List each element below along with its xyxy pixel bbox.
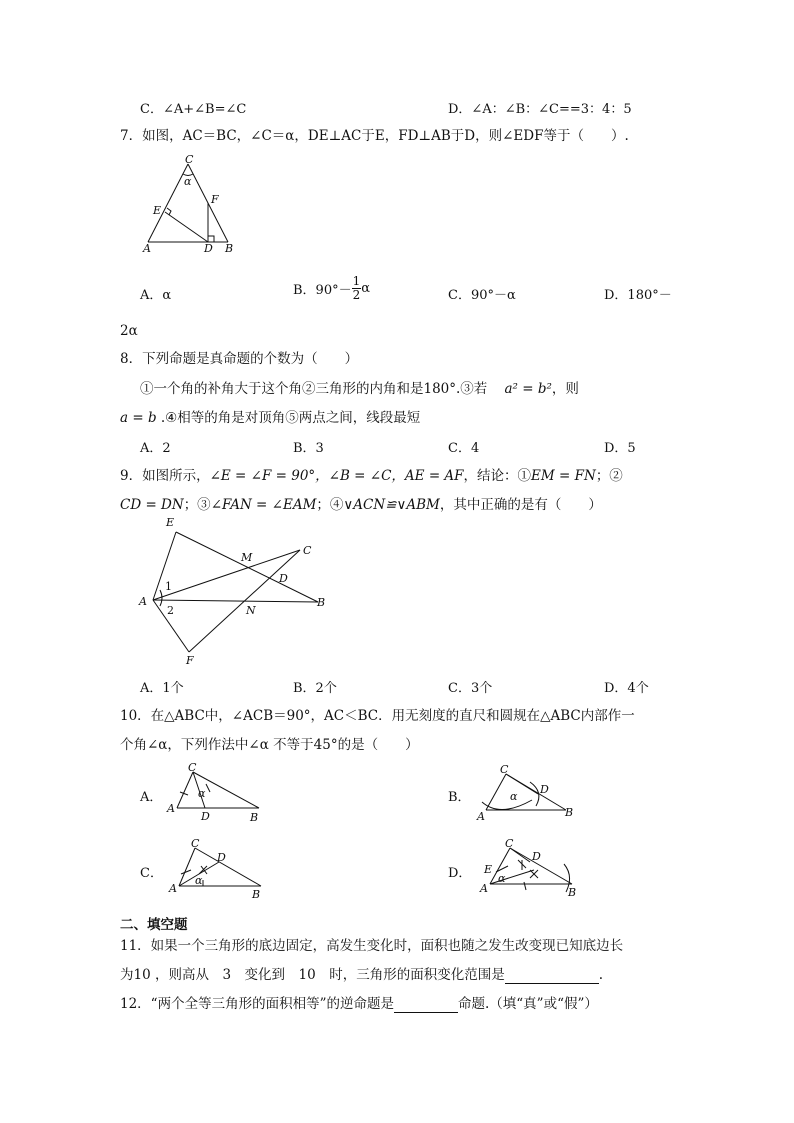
q10a-label-alpha: α <box>198 787 206 800</box>
q7-option-a: A．α <box>140 288 172 303</box>
q10a-label-a: A <box>167 802 175 815</box>
q8-option-a: A．2 <box>140 441 171 456</box>
q7-label-e: E <box>153 204 162 217</box>
q10d-label-alpha: α <box>498 872 506 885</box>
q7-label-a: A <box>143 242 151 255</box>
q9-option-b: B．2个 <box>293 681 337 696</box>
q10b-label-a: A <box>477 810 485 823</box>
q7-option-b: B．90°－ $\frac{1}{2}$ α <box>293 274 371 302</box>
q7-option-d-continued: 2α <box>120 323 138 339</box>
q7-label-f: F <box>211 193 219 206</box>
q9-label-e: E <box>166 516 175 529</box>
q9-option-d: D．4个 <box>604 681 649 696</box>
q11-answer-blank[interactable] <box>505 967 599 984</box>
q10d-label-d: D <box>532 850 541 863</box>
q8-line2: a = b .④相等的角是对顶角⑤两点之间，线段最短 <box>120 410 421 426</box>
q9-label-d: D <box>279 572 288 585</box>
q10d-label-c: C <box>505 837 514 850</box>
q9-option-c: C．3个 <box>448 681 493 696</box>
q9-label-2: 2 <box>167 604 174 617</box>
q10d-label-e: E <box>484 863 493 876</box>
q10b-label-b: B <box>565 806 574 819</box>
q11-line2: 为10 ，则高从 3 变化到 10 时，三角形的面积变化范围是 . <box>120 967 604 983</box>
q9-label-f: F <box>186 654 194 667</box>
q6-option-d: D．∠A：∠B：∠C==3：4：5 <box>448 102 632 117</box>
q10-figure-b <box>470 760 580 826</box>
q7-option-d: D．180°－ <box>604 288 672 303</box>
q10b-label-c: C <box>500 763 509 776</box>
q9-option-a: A．1个 <box>140 681 184 696</box>
q7-option-c: C．90°－α <box>448 288 516 303</box>
q8-option-c: C．4 <box>448 441 480 456</box>
q9-label-b: B <box>317 596 326 609</box>
section-title-fill-in: 二、填空题 <box>120 917 188 933</box>
q10-line2: 个角∠α，下列作法中∠α 不等于45°的是（ ） <box>120 737 419 753</box>
q9-label-c: C <box>303 544 312 557</box>
q7-label-b: B <box>225 242 234 255</box>
q7-figure <box>138 152 248 256</box>
q9-figure <box>132 514 342 672</box>
q10d-label-b: B <box>568 886 577 899</box>
q10d-label-a: A <box>480 882 488 895</box>
q11-line1: 11．如果一个三角形的底边固定，高发生变化时，面积也随之发生改变现已知底边长 <box>120 938 624 954</box>
q9-label-n: N <box>246 604 256 617</box>
q7-label-alpha: α <box>184 175 192 188</box>
q10c-label-alpha: α <box>195 874 203 887</box>
q7-label-d: D <box>204 242 213 255</box>
q9-label-m: M <box>241 551 253 564</box>
q10b-label-alpha: α <box>510 790 518 803</box>
q10a-label-d: D <box>201 810 210 823</box>
q10c-label-a: A <box>169 882 177 895</box>
q10-figure-a <box>163 760 273 826</box>
q10-option-a-label: A． <box>140 790 163 805</box>
q10c-label-b: B <box>252 888 261 901</box>
q9-label-a: A <box>139 595 147 608</box>
q10c-label-c: C <box>191 837 200 850</box>
q12-line: 12．“两个全等三角形的面积相等”的逆命题是 命题.（填“真”或“假”） <box>120 996 598 1012</box>
q12-answer-blank[interactable] <box>394 996 458 1013</box>
q8-option-b: B．3 <box>293 441 324 456</box>
q10-figure-d <box>474 834 594 902</box>
q7-label-c: C <box>185 153 194 166</box>
q10c-label-d: D <box>217 851 226 864</box>
q9-line2: CD = DN；③∠FAN = ∠EAM；④∨ACN≌∨ABM，其中正确的是有（ ） <box>120 497 602 513</box>
q6-option-c: C．∠A+∠B=∠C <box>140 102 247 117</box>
q10-option-b-label: B． <box>448 790 471 805</box>
q10-option-c-label: C． <box>140 866 163 881</box>
q9-label-1: 1 <box>165 580 172 593</box>
q8-option-d: D．5 <box>604 441 636 456</box>
q10a-label-b: B <box>250 811 259 824</box>
q10-figure-c <box>163 834 273 902</box>
q10-line1: 10．在△ABC中，∠ACB＝90°，AC＜BC．用无刻度的直尺和圆规在△ABC内部作一 <box>120 708 635 724</box>
q7-stem: 7．如图，AC＝BC，∠C＝α，DE⊥AC于E，FD⊥AB于D，则∠EDF等于（ ）. <box>120 128 629 144</box>
q8-line1: ①一个角的补角大于这个角②三角形的内角和是180°.③若 a² = b²，则 <box>140 381 579 397</box>
q10-option-d-label: D． <box>448 866 472 881</box>
q10b-label-d: D <box>540 783 549 796</box>
q10a-label-c: C <box>188 761 197 774</box>
q9-line1: 9．如图所示，∠E = ∠F = 90°，∠B = ∠C，AE = AF，结论：①EM = FN；② <box>120 468 623 484</box>
q8-stem: 8．下列命题是真命题的个数为（ ） <box>120 351 359 367</box>
